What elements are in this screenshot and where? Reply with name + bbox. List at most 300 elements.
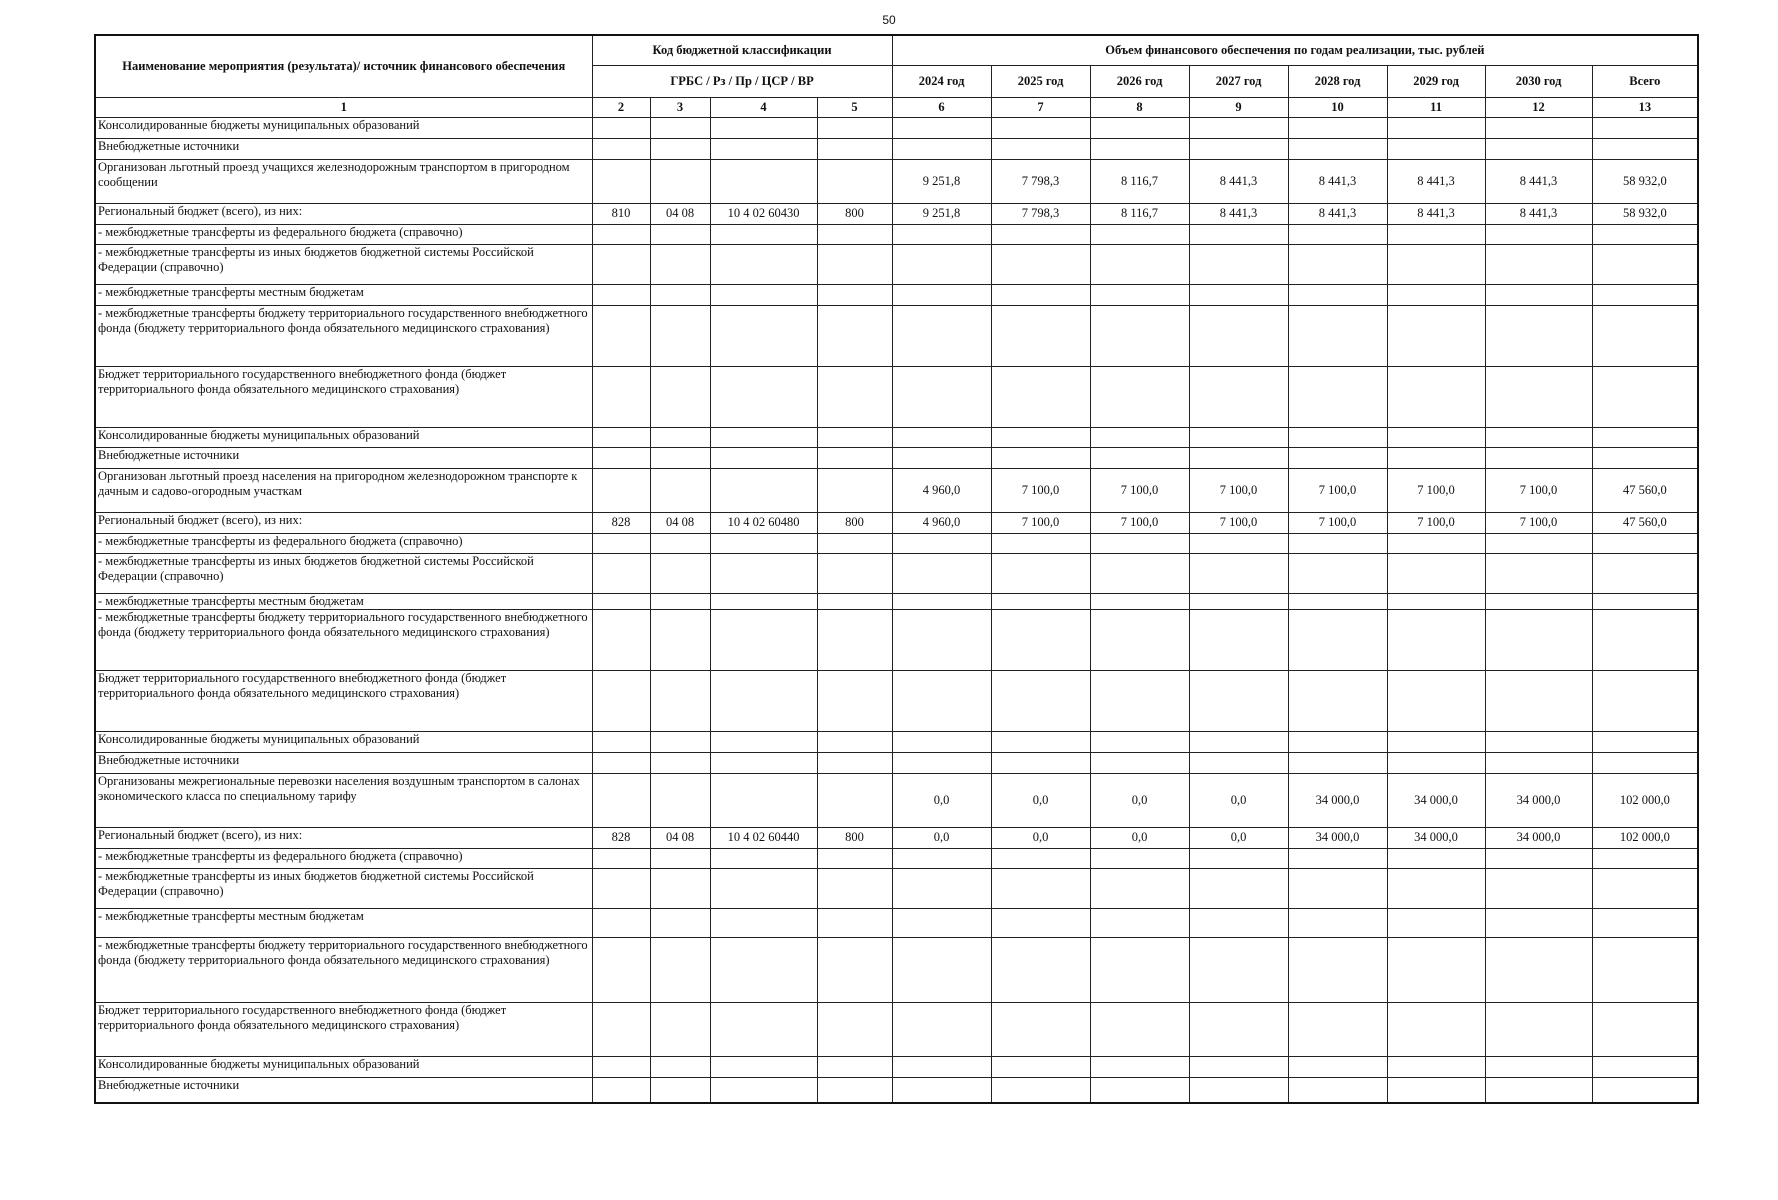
total-cell <box>1592 447 1698 468</box>
column-number: 4 <box>710 97 817 117</box>
year-value-cell <box>1189 593 1288 609</box>
total-cell <box>1592 117 1698 138</box>
code-cell <box>817 593 892 609</box>
table-row <box>95 609 1698 670</box>
code-cell <box>592 284 650 305</box>
year-value-cell <box>991 868 1090 908</box>
header-year: 2030 год <box>1485 65 1592 97</box>
year-value-cell: 7 100,0 <box>1485 468 1592 512</box>
year-value-cell <box>1387 609 1485 670</box>
code-cell <box>710 366 817 427</box>
row-label: - межбюджетные трансферты бюджету территориального государственного внебюджетного фонда (бюджету территориального фонда обязательного медицинского страхования) <box>95 609 592 670</box>
code-cell <box>710 244 817 284</box>
year-value-cell <box>1288 366 1387 427</box>
year-value-cell <box>1387 848 1485 868</box>
table-row <box>95 827 1698 848</box>
year-value-cell: 7 100,0 <box>1387 468 1485 512</box>
year-value-cell <box>1090 224 1189 244</box>
code-cell <box>650 609 710 670</box>
year-value-cell <box>1090 593 1189 609</box>
year-value-cell <box>892 533 991 553</box>
year-value-cell <box>892 553 991 593</box>
year-value-cell <box>1485 868 1592 908</box>
total-cell <box>1592 670 1698 731</box>
year-value-cell <box>1288 908 1387 937</box>
year-value-cell: 7 100,0 <box>1090 512 1189 533</box>
year-value-cell <box>1387 117 1485 138</box>
code-cell <box>592 427 650 447</box>
code-cell <box>710 468 817 512</box>
year-value-cell <box>1288 224 1387 244</box>
year-value-cell <box>892 1002 991 1056</box>
year-value-cell <box>1189 670 1288 731</box>
code-cell <box>817 427 892 447</box>
total-cell <box>1592 533 1698 553</box>
year-value-cell <box>1189 1056 1288 1077</box>
year-value-cell <box>991 609 1090 670</box>
code-cell <box>592 609 650 670</box>
year-value-cell <box>1288 731 1387 752</box>
year-value-cell <box>1189 447 1288 468</box>
code-cell: 10 4 02 60440 <box>710 827 817 848</box>
code-cell <box>710 1056 817 1077</box>
year-value-cell <box>1288 284 1387 305</box>
year-value-cell <box>892 366 991 427</box>
year-value-cell: 34 000,0 <box>1387 827 1485 848</box>
total-cell <box>1592 244 1698 284</box>
year-value-cell: 0,0 <box>1189 827 1288 848</box>
code-cell: 828 <box>592 512 650 533</box>
code-cell <box>592 1002 650 1056</box>
code-cell <box>710 1002 817 1056</box>
year-value-cell <box>1189 533 1288 553</box>
year-value-cell <box>1090 553 1189 593</box>
year-value-cell <box>1189 427 1288 447</box>
year-value-cell <box>1090 305 1189 366</box>
year-value-cell <box>1288 670 1387 731</box>
code-cell <box>710 670 817 731</box>
code-cell <box>710 427 817 447</box>
code-cell <box>710 159 817 203</box>
year-value-cell <box>1387 1002 1485 1056</box>
year-value-cell <box>1387 670 1485 731</box>
year-value-cell <box>1485 1077 1592 1103</box>
year-value-cell <box>892 1056 991 1077</box>
code-cell <box>650 593 710 609</box>
year-value-cell <box>1288 868 1387 908</box>
year-value-cell <box>892 224 991 244</box>
year-value-cell <box>991 427 1090 447</box>
code-cell <box>650 138 710 159</box>
code-cell: 800 <box>817 203 892 224</box>
table-row <box>95 937 1698 1002</box>
year-value-cell <box>991 937 1090 1002</box>
code-cell <box>710 305 817 366</box>
year-value-cell: 34 000,0 <box>1387 773 1485 827</box>
code-cell <box>650 224 710 244</box>
code-cell <box>650 533 710 553</box>
year-value-cell <box>991 244 1090 284</box>
year-value-cell <box>1288 117 1387 138</box>
total-cell <box>1592 1056 1698 1077</box>
code-cell <box>817 117 892 138</box>
year-value-cell <box>1189 138 1288 159</box>
column-number: 11 <box>1387 97 1485 117</box>
year-value-cell <box>1288 848 1387 868</box>
year-value-cell <box>1387 593 1485 609</box>
row-label: Региональный бюджет (всего), из них: <box>95 827 592 848</box>
year-value-cell <box>1485 284 1592 305</box>
year-value-cell: 8 441,3 <box>1387 159 1485 203</box>
year-value-cell <box>991 1002 1090 1056</box>
year-value-cell <box>1090 1056 1189 1077</box>
header-year: 2025 год <box>991 65 1090 97</box>
row-label: - межбюджетные трансферты из иных бюджетов бюджетной системы Российской Федерации (справочно) <box>95 868 592 908</box>
year-value-cell <box>892 868 991 908</box>
year-value-cell <box>1387 1077 1485 1103</box>
header-total: Всего <box>1592 65 1698 97</box>
row-label: Консолидированные бюджеты муниципальных образований <box>95 427 592 447</box>
total-cell <box>1592 731 1698 752</box>
total-cell: 47 560,0 <box>1592 512 1698 533</box>
year-value-cell <box>1485 1056 1592 1077</box>
year-value-cell: 4 960,0 <box>892 512 991 533</box>
column-number: 8 <box>1090 97 1189 117</box>
header-year: 2027 год <box>1189 65 1288 97</box>
code-cell <box>592 224 650 244</box>
code-cell <box>817 305 892 366</box>
year-value-cell <box>1485 138 1592 159</box>
year-value-cell: 4 960,0 <box>892 468 991 512</box>
year-value-cell <box>1288 937 1387 1002</box>
code-cell <box>650 447 710 468</box>
table-row <box>95 284 1698 305</box>
year-value-cell: 8 441,3 <box>1485 159 1592 203</box>
year-value-cell <box>892 908 991 937</box>
year-value-cell <box>1189 366 1288 427</box>
year-value-cell <box>1387 427 1485 447</box>
year-value-cell: 7 100,0 <box>1288 512 1387 533</box>
year-value-cell <box>991 138 1090 159</box>
year-value-cell <box>1090 908 1189 937</box>
table-row <box>95 244 1698 284</box>
year-value-cell <box>1189 731 1288 752</box>
year-value-cell <box>1090 447 1189 468</box>
code-cell <box>817 773 892 827</box>
row-label: Внебюджетные источники <box>95 1077 592 1103</box>
row-label: - межбюджетные трансферты из федерального бюджета (справочно) <box>95 533 592 553</box>
year-value-cell <box>1189 752 1288 773</box>
header-code-group: Код бюджетной классификации <box>592 35 892 65</box>
year-value-cell <box>1090 284 1189 305</box>
code-cell: 810 <box>592 203 650 224</box>
code-cell <box>650 159 710 203</box>
code-cell <box>592 244 650 284</box>
year-value-cell: 7 100,0 <box>1485 512 1592 533</box>
year-value-cell <box>1189 224 1288 244</box>
year-value-cell <box>1090 366 1189 427</box>
total-cell: 47 560,0 <box>1592 468 1698 512</box>
code-cell <box>592 848 650 868</box>
table-row <box>95 305 1698 366</box>
code-cell <box>710 284 817 305</box>
code-cell <box>592 670 650 731</box>
year-value-cell <box>1090 670 1189 731</box>
code-cell <box>710 447 817 468</box>
year-value-cell <box>1485 244 1592 284</box>
table-row <box>95 203 1698 224</box>
code-cell <box>650 868 710 908</box>
column-number: 1 <box>95 97 592 117</box>
code-cell <box>710 609 817 670</box>
table-row <box>95 224 1698 244</box>
year-value-cell <box>1189 609 1288 670</box>
code-cell <box>650 773 710 827</box>
code-cell: 04 08 <box>650 203 710 224</box>
code-cell <box>710 138 817 159</box>
year-value-cell <box>1090 848 1189 868</box>
year-value-cell <box>1288 1002 1387 1056</box>
year-value-cell <box>1485 731 1592 752</box>
year-value-cell <box>1189 305 1288 366</box>
column-number: 12 <box>1485 97 1592 117</box>
code-cell <box>817 609 892 670</box>
year-value-cell <box>1090 427 1189 447</box>
total-cell <box>1592 593 1698 609</box>
row-label: - межбюджетные трансферты из иных бюджетов бюджетной системы Российской Федерации (справочно) <box>95 244 592 284</box>
code-cell <box>710 752 817 773</box>
code-cell <box>650 305 710 366</box>
year-value-cell <box>1387 752 1485 773</box>
table-row <box>95 731 1698 752</box>
row-label: - межбюджетные трансферты бюджету территориального государственного внебюджетного фонда (бюджету территориального фонда обязательного медицинского страхования) <box>95 305 592 366</box>
table-row <box>95 553 1698 593</box>
table-row <box>95 848 1698 868</box>
code-cell <box>817 848 892 868</box>
year-value-cell <box>1189 244 1288 284</box>
code-cell <box>650 1002 710 1056</box>
row-label: Консолидированные бюджеты муниципальных образований <box>95 117 592 138</box>
year-value-cell <box>991 908 1090 937</box>
total-cell <box>1592 1002 1698 1056</box>
year-value-cell: 7 100,0 <box>1387 512 1485 533</box>
total-cell <box>1592 868 1698 908</box>
code-cell <box>592 117 650 138</box>
year-value-cell <box>991 284 1090 305</box>
table-row <box>95 773 1698 827</box>
year-value-cell <box>991 305 1090 366</box>
total-cell: 58 932,0 <box>1592 203 1698 224</box>
year-value-cell <box>1288 593 1387 609</box>
year-value-cell <box>991 593 1090 609</box>
year-value-cell <box>892 670 991 731</box>
year-value-cell <box>1189 1077 1288 1103</box>
year-value-cell <box>1485 908 1592 937</box>
year-value-cell <box>892 117 991 138</box>
year-value-cell <box>1090 1002 1189 1056</box>
table-row <box>95 1056 1698 1077</box>
total-cell: 102 000,0 <box>1592 827 1698 848</box>
total-cell <box>1592 848 1698 868</box>
code-cell: 828 <box>592 827 650 848</box>
year-value-cell <box>892 848 991 868</box>
row-label: - межбюджетные трансферты из иных бюджетов бюджетной системы Российской Федерации (справочно) <box>95 553 592 593</box>
code-cell <box>710 731 817 752</box>
year-value-cell <box>1485 447 1592 468</box>
code-cell <box>592 138 650 159</box>
row-label: - межбюджетные трансферты бюджету территориального государственного внебюджетного фонда (бюджету территориального фонда обязательного медицинского страхования) <box>95 937 592 1002</box>
year-value-cell <box>1189 1002 1288 1056</box>
year-value-cell <box>1387 138 1485 159</box>
code-cell <box>650 468 710 512</box>
year-value-cell <box>1189 868 1288 908</box>
code-cell <box>592 868 650 908</box>
year-value-cell <box>1288 752 1387 773</box>
year-value-cell <box>991 1077 1090 1103</box>
table-row <box>95 1002 1698 1056</box>
row-label: Внебюджетные источники <box>95 138 592 159</box>
year-value-cell <box>1090 533 1189 553</box>
code-cell <box>710 868 817 908</box>
year-value-cell <box>892 1077 991 1103</box>
year-value-cell <box>892 752 991 773</box>
year-value-cell <box>991 553 1090 593</box>
year-value-cell <box>892 305 991 366</box>
total-cell <box>1592 752 1698 773</box>
year-value-cell <box>1189 117 1288 138</box>
total-cell <box>1592 366 1698 427</box>
year-value-cell <box>892 731 991 752</box>
year-value-cell: 0,0 <box>1090 773 1189 827</box>
code-cell <box>650 284 710 305</box>
total-cell <box>1592 138 1698 159</box>
code-cell <box>592 1077 650 1103</box>
total-cell <box>1592 284 1698 305</box>
year-value-cell <box>1288 1077 1387 1103</box>
year-value-cell: 34 000,0 <box>1288 827 1387 848</box>
year-value-cell <box>1485 224 1592 244</box>
year-value-cell: 8 116,7 <box>1090 159 1189 203</box>
year-value-cell <box>1387 244 1485 284</box>
code-cell <box>650 553 710 593</box>
code-cell <box>650 731 710 752</box>
year-value-cell: 8 441,3 <box>1485 203 1592 224</box>
code-cell <box>817 138 892 159</box>
year-value-cell <box>892 447 991 468</box>
year-value-cell: 8 116,7 <box>1090 203 1189 224</box>
year-value-cell: 34 000,0 <box>1485 773 1592 827</box>
year-value-cell <box>991 752 1090 773</box>
year-value-cell: 7 100,0 <box>1288 468 1387 512</box>
total-cell <box>1592 609 1698 670</box>
year-value-cell <box>1288 447 1387 468</box>
total-cell <box>1592 937 1698 1002</box>
table-row <box>95 138 1698 159</box>
row-label: Консолидированные бюджеты муниципальных образований <box>95 1056 592 1077</box>
row-label: - межбюджетные трансферты из федерального бюджета (справочно) <box>95 224 592 244</box>
year-value-cell <box>1387 908 1485 937</box>
code-cell <box>592 305 650 366</box>
code-cell <box>817 1002 892 1056</box>
year-value-cell: 8 441,3 <box>1288 159 1387 203</box>
year-value-cell: 34 000,0 <box>1288 773 1387 827</box>
column-number: 9 <box>1189 97 1288 117</box>
row-label: Организован льготный проезд населения на пригородном железнодорожном транспорте к дачным и садово-огородным участкам <box>95 468 592 512</box>
year-value-cell: 7 100,0 <box>1189 468 1288 512</box>
year-value-cell <box>1485 848 1592 868</box>
year-value-cell: 7 798,3 <box>991 203 1090 224</box>
year-value-cell: 0,0 <box>991 827 1090 848</box>
code-cell <box>710 553 817 593</box>
year-value-cell <box>1189 284 1288 305</box>
year-value-cell <box>1485 752 1592 773</box>
code-cell <box>592 366 650 427</box>
code-cell <box>817 244 892 284</box>
code-cell <box>817 752 892 773</box>
total-cell <box>1592 224 1698 244</box>
column-number: 13 <box>1592 97 1698 117</box>
year-value-cell: 9 251,8 <box>892 203 991 224</box>
year-value-cell <box>892 427 991 447</box>
code-cell <box>817 224 892 244</box>
header-name-column: Наименование мероприятия (результата)/ источник финансового обеспечения <box>95 35 592 97</box>
year-value-cell: 8 441,3 <box>1189 159 1288 203</box>
year-value-cell <box>991 533 1090 553</box>
year-value-cell <box>1485 609 1592 670</box>
year-value-cell <box>1189 937 1288 1002</box>
code-cell <box>592 773 650 827</box>
year-value-cell <box>991 670 1090 731</box>
year-value-cell <box>892 138 991 159</box>
code-cell <box>817 447 892 468</box>
year-value-cell <box>1189 553 1288 593</box>
year-value-cell <box>1288 533 1387 553</box>
code-cell <box>592 908 650 937</box>
code-cell <box>710 117 817 138</box>
year-value-cell <box>991 848 1090 868</box>
row-label: Организован льготный проезд учащихся железнодорожным транспортом в пригородном сообщении <box>95 159 592 203</box>
table-row <box>95 427 1698 447</box>
code-cell <box>592 447 650 468</box>
code-cell <box>592 1056 650 1077</box>
year-value-cell <box>1387 447 1485 468</box>
column-number: 5 <box>817 97 892 117</box>
total-cell <box>1592 908 1698 937</box>
code-cell <box>650 670 710 731</box>
budget-table <box>94 34 1699 1104</box>
total-cell: 58 932,0 <box>1592 159 1698 203</box>
row-label: Бюджет территориального государственного внебюджетного фонда (бюджет территориального фонда обязательного медицинского страхования) <box>95 1002 592 1056</box>
year-value-cell <box>991 1056 1090 1077</box>
year-value-cell <box>1288 427 1387 447</box>
row-label: Бюджет территориального государственного внебюджетного фонда (бюджет территориального фонда обязательного медицинского страхования) <box>95 670 592 731</box>
year-value-cell <box>892 593 991 609</box>
column-number-row <box>95 97 1698 117</box>
year-value-cell <box>1387 305 1485 366</box>
total-cell: 102 000,0 <box>1592 773 1698 827</box>
table-row <box>95 159 1698 203</box>
year-value-cell <box>1485 117 1592 138</box>
year-value-cell <box>1090 752 1189 773</box>
column-number: 10 <box>1288 97 1387 117</box>
year-value-cell <box>1485 366 1592 427</box>
year-value-cell: 0,0 <box>991 773 1090 827</box>
total-cell <box>1592 1077 1698 1103</box>
year-value-cell: 0,0 <box>892 773 991 827</box>
code-cell <box>817 468 892 512</box>
code-cell <box>592 468 650 512</box>
row-label: Внебюджетные источники <box>95 752 592 773</box>
